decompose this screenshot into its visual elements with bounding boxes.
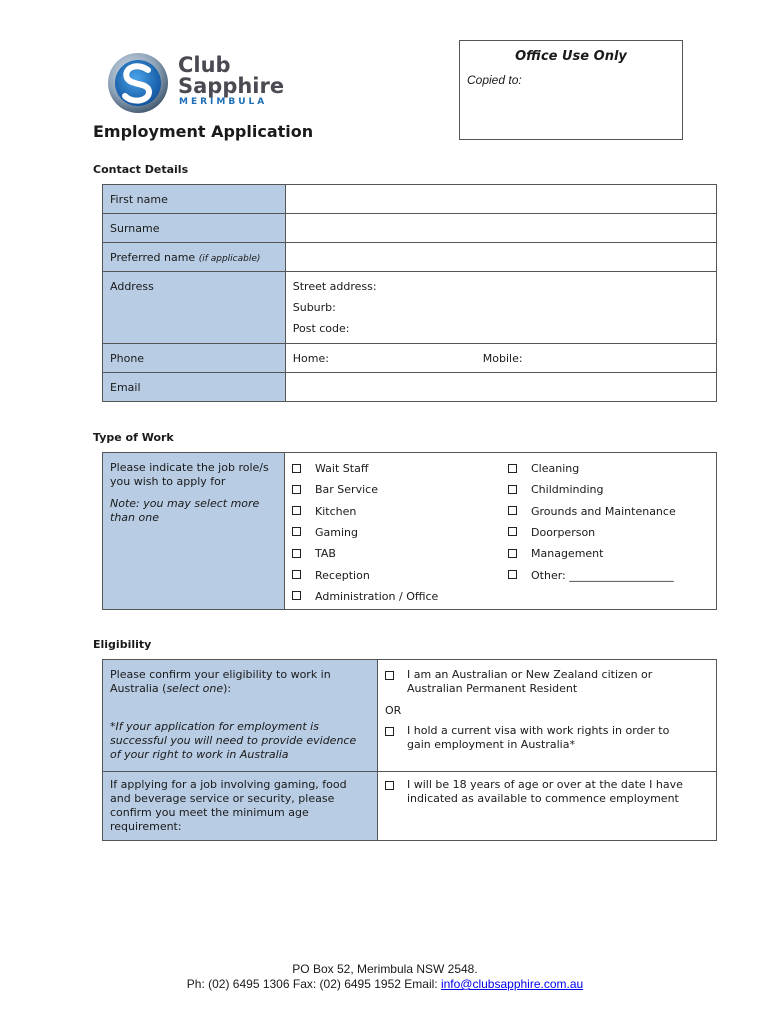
- preferred-name-note: (if applicable): [198, 254, 261, 264]
- job-option-reception[interactable]: Reception: [292, 569, 370, 582]
- job-option-grounds-and-maintenance[interactable]: Grounds and Maintenance: [508, 505, 676, 518]
- job-option-cleaning[interactable]: Cleaning: [508, 462, 579, 475]
- mobile-phone-label: Mobile:: [482, 352, 523, 365]
- job-option-checkbox[interactable]: [508, 570, 517, 579]
- office-use-box: [459, 40, 683, 140]
- citizen-option[interactable]: I am an Australian or New Zealand citizen or Australian Permanent Resident: [385, 668, 695, 696]
- eligibility-table: [102, 659, 717, 841]
- preferred-name-field[interactable]: [285, 243, 716, 272]
- job-option-checkbox[interactable]: [292, 527, 301, 536]
- logo-text-merimbula: MERIMBULA: [179, 97, 268, 107]
- type-of-work-heading: Type of Work: [93, 431, 174, 444]
- job-option-checkbox[interactable]: [292, 570, 301, 579]
- job-option-bar-service[interactable]: Bar Service: [292, 483, 378, 496]
- footer-address: PO Box 52, Merimbula NSW 2548.: [292, 962, 478, 976]
- job-role-prompt: Please indicate the job role/s you wish to apply for: [110, 461, 269, 488]
- footer-contact: Ph: (02) 6495 1306 Fax: (02) 6495 1952 Email: info@clubsapphire.com.au: [186, 977, 584, 991]
- job-option-checkbox[interactable]: [292, 506, 301, 515]
- address-label: Address: [110, 280, 154, 293]
- copied-to-label: Copied to:: [467, 73, 522, 87]
- email-field[interactable]: [285, 373, 716, 402]
- contact-details-table: [102, 184, 717, 402]
- job-option-childminding[interactable]: Childminding: [508, 483, 603, 496]
- document-title: Employment Application: [93, 122, 314, 141]
- job-option-management[interactable]: Management: [508, 547, 603, 560]
- eligibility-evidence-note: *If your application for employment is successful you will need to provide evidence of your right to work in Australia: [110, 720, 357, 761]
- contact-details-heading: Contact Details: [93, 163, 189, 176]
- job-option-checkbox[interactable]: [292, 549, 301, 558]
- phone-label: Phone: [110, 352, 145, 365]
- job-role-note: Note: you may select more than one: [110, 497, 260, 524]
- age-option[interactable]: I will be 18 years of age or over at the date I have indicated as available to commence employment: [385, 778, 705, 806]
- preferred-name-label: Preferred name (if applicable): [110, 251, 261, 264]
- job-option-checkbox[interactable]: [508, 464, 517, 473]
- first-name-label: First name: [110, 193, 168, 206]
- phone-field[interactable]: [285, 344, 716, 373]
- eligibility-prompt: Please confirm your eligibility to work in Australia (select one):: [110, 668, 331, 695]
- job-option-checkbox[interactable]: [292, 591, 301, 600]
- logo-text-club: Club: [178, 53, 231, 77]
- age-requirement-prompt: If applying for a job involving gaming, food and beverage service or security, please confirm you meet the minimum age requirement:: [110, 778, 347, 833]
- age-checkbox[interactable]: [385, 781, 394, 790]
- eligibility-heading: Eligibility: [93, 638, 152, 651]
- job-option-gaming[interactable]: Gaming: [292, 526, 358, 539]
- surname-field[interactable]: [285, 214, 716, 243]
- or-label: OR: [385, 704, 402, 717]
- office-use-title: Office Use Only: [515, 49, 627, 64]
- citizen-checkbox[interactable]: [385, 671, 394, 680]
- suburb-label: Suburb:: [292, 301, 336, 314]
- job-option-checkbox[interactable]: [508, 549, 517, 558]
- type-of-work-table: [102, 452, 717, 610]
- job-option-wait-staff[interactable]: Wait Staff: [292, 462, 368, 475]
- job-option-checkbox[interactable]: [292, 464, 301, 473]
- job-option-checkbox[interactable]: [292, 485, 301, 494]
- first-name-field[interactable]: [285, 185, 716, 214]
- job-option-kitchen[interactable]: Kitchen: [292, 505, 356, 518]
- job-option-administration-office[interactable]: Administration / Office: [292, 590, 438, 603]
- address-field[interactable]: [285, 272, 716, 344]
- job-option-checkbox[interactable]: [508, 485, 517, 494]
- footer-email-link[interactable]: info@clubsapphire.com.au: [440, 977, 584, 991]
- visa-checkbox[interactable]: [385, 727, 394, 736]
- job-role-options: [285, 453, 715, 608]
- logo-text-sapphire: Sapphire: [178, 74, 285, 98]
- street-address-label: Street address:: [292, 280, 377, 293]
- job-option-checkbox[interactable]: [508, 506, 517, 515]
- job-option-tab[interactable]: TAB: [292, 547, 336, 560]
- visa-option[interactable]: I hold a current visa with work rights in order to gain employment in Australia*: [385, 724, 695, 752]
- job-option-checkbox[interactable]: [508, 527, 517, 536]
- email-label: Email: [110, 381, 141, 394]
- post-code-label: Post code:: [292, 322, 350, 335]
- job-option-other[interactable]: Other: ___________________: [508, 569, 674, 582]
- surname-label: Surname: [110, 222, 160, 235]
- home-phone-label: Home:: [292, 352, 329, 365]
- job-option-doorperson[interactable]: Doorperson: [508, 526, 595, 539]
